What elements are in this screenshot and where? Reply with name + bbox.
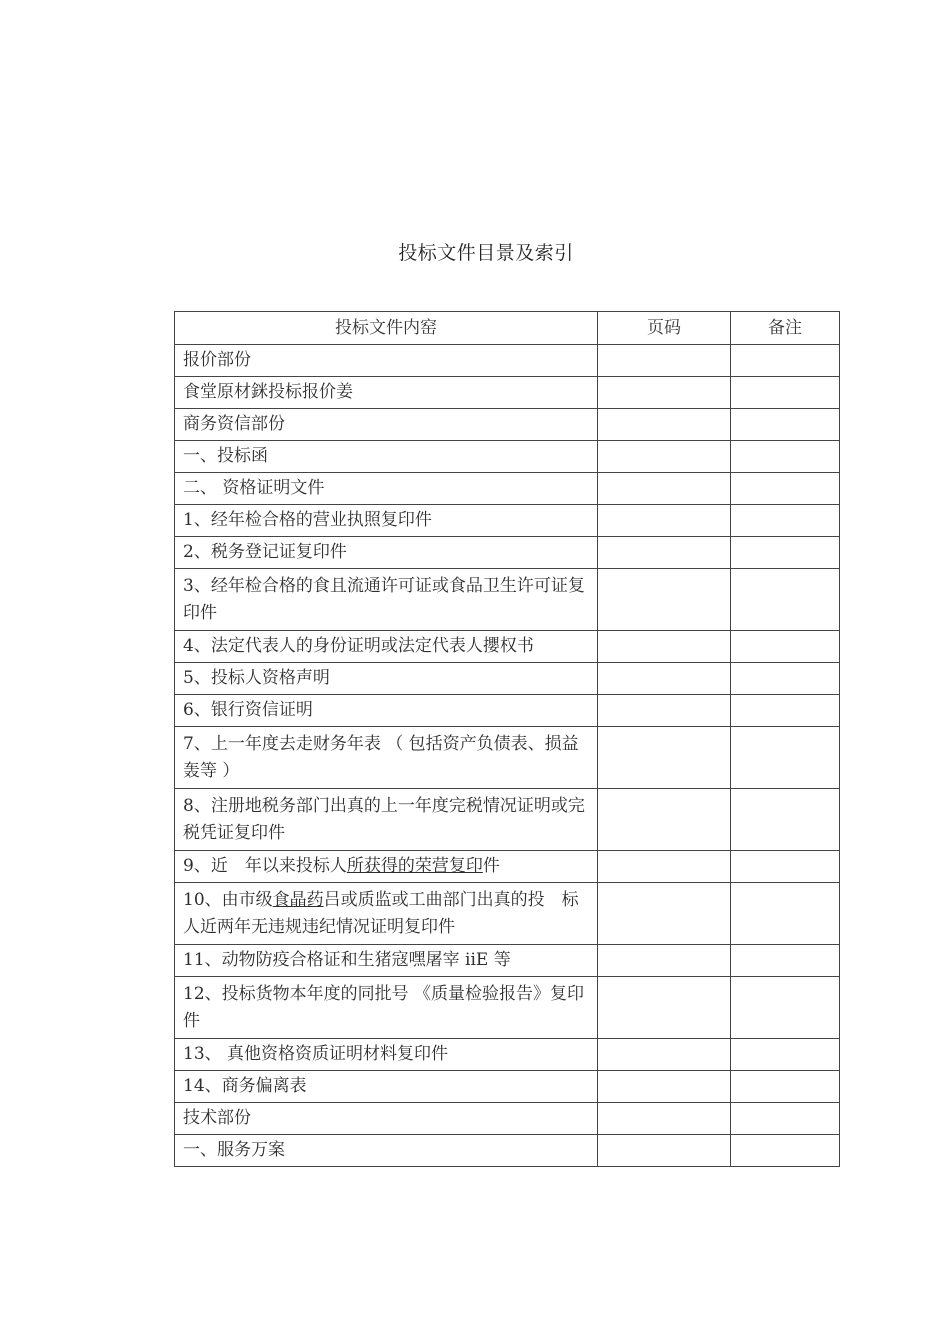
row-page [598,409,731,441]
row-page [598,851,731,883]
row-page [598,727,731,789]
row-text-c: 件 [482,856,500,876]
index-table [174,311,840,1167]
table-row [175,473,840,505]
row-content: 6、银行资信证明 [175,695,598,727]
row-page [598,883,731,945]
row-remark [731,883,840,945]
row-content: 3、经年检合格的食且流通许可证或食品卫生许可证复印件 [175,569,598,631]
row-content: 5、投标人资格声明 [175,663,598,695]
table-row [175,377,840,409]
row-page [598,695,731,727]
row-page [598,505,731,537]
row-text-a: 10、由市级 [183,889,273,910]
table-row [175,1039,840,1071]
header-content: 投标文件内窑 [175,312,598,345]
table-row [175,663,840,695]
row-content [175,883,598,945]
row-page [598,345,731,377]
table-row [175,945,840,977]
row-remark [731,1039,840,1071]
row-page [598,977,731,1039]
table-row [175,537,840,569]
row-page [598,473,731,505]
row-content: 7、上一年度去走财务年表 （ 包括资产负债表、损益轰等 ） [175,727,598,789]
row-page [598,789,731,851]
table-row [175,977,840,1039]
row-page [598,377,731,409]
row-remark [731,977,840,1039]
row-remark [731,377,840,409]
row-page [598,1103,731,1135]
row-remark [731,945,840,977]
row-content: 食堂原材銤投标报价姜 [175,377,598,409]
row-remark [731,851,840,883]
row-remark [731,1135,840,1167]
row-page [598,945,731,977]
header-remark: 备注 [731,312,840,345]
row-remark [731,537,840,569]
row-content: 8、注册地税务部门出真的上一年度完税情况证明或完税凭证复印件 [175,789,598,851]
row-remark [731,727,840,789]
table-row [175,441,840,473]
row-content: 13、 真他资格资质证明材料复印件 [175,1039,598,1071]
row-content: 14、商务偏离表 [175,1071,598,1103]
row-page [598,537,731,569]
row-content: 报价部份 [175,345,598,377]
row-content: 12、投标货物本年度的同批号 《质量检验报告》复印件 [175,977,598,1039]
table-row [175,851,840,883]
table-row [175,1103,840,1135]
row-content: 4、法定代表人的身份证明或法定代表人攖权书 [175,631,598,663]
row-page [598,441,731,473]
row-content: 1、经年检合格的营业执照复印件 [175,505,598,537]
row-remark [731,789,840,851]
row-content [175,851,598,883]
table-row [175,727,840,789]
table-row [175,695,840,727]
row-text-underlined: 所获得的荣营复印 [346,856,483,876]
row-page [598,1135,731,1167]
row-remark [731,409,840,441]
row-remark [731,569,840,631]
page-title: 投标文件目景及索引 [398,242,574,264]
table-row [175,505,840,537]
row-remark [731,663,840,695]
row-remark [731,441,840,473]
row-text-underlined: 食晶药 [272,889,324,910]
table-row [175,409,840,441]
row-remark [731,505,840,537]
row-remark [731,1071,840,1103]
row-content: 技术部份 [175,1103,598,1135]
table-row [175,883,840,945]
row-page [598,569,731,631]
row-remark [731,631,840,663]
row-remark [731,1103,840,1135]
row-remark [731,345,840,377]
table-row [175,789,840,851]
row-page [598,631,731,663]
row-content: 一、投标函 [175,441,598,473]
row-remark [731,473,840,505]
row-page [598,1071,731,1103]
header-row [175,312,840,345]
table-row [175,1135,840,1167]
row-content: 2、税务登记证复印件 [175,537,598,569]
row-content: 商务资信部份 [175,409,598,441]
row-page [598,663,731,695]
table-row [175,345,840,377]
row-text-a: 9、近 年以来投标人 [183,856,347,876]
table-row [175,631,840,663]
row-page [598,1039,731,1071]
row-content: 一、服务万案 [175,1135,598,1167]
row-remark [731,695,840,727]
row-text-c: 吕或质监或工曲部门出真的投 标人近两年无违规违纪情况证明复印件 [183,889,579,937]
table-row [175,569,840,631]
table-row [175,1071,840,1103]
row-content: 二、 资格证明文件 [175,473,598,505]
header-page: 页码 [598,312,731,345]
row-content: 11、动物防疫合格证和生猪寇嘿屠宰 iiE 等 [175,945,598,977]
